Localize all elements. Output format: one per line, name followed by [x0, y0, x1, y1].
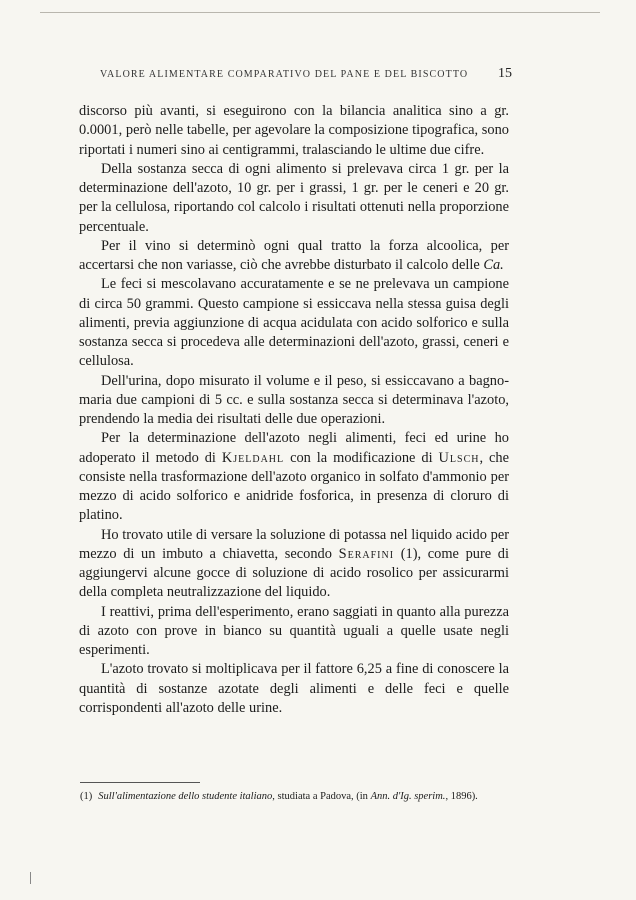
edge-mark: [30, 872, 31, 884]
paragraph-2: Della sostanza secca di ogni alimento si prelevava circa 1 gr. per la determinazione dell'azoto, 10 gr. per i grassi, 1 gr. per le ceneri e 20 gr. per la cellulosa, riportando col calcolo i risultati ottenuti nella proporzione percentuale.: [79, 160, 509, 235]
author-serafini: Serafini: [338, 545, 395, 562]
paragraph-7-text-b: (1), come pure di aggiungervi alcune gocce di soluzione di acido rosolico per assicurarmi della completa neutralizzazione del liquido.: [79, 545, 510, 601]
paragraph-6-text-a: Per la determinazione dell'azoto negli alimenti, feci ed urine ho adoperato il metodo di: [79, 430, 509, 466]
paragraph-5: Dell'urina, dopo misurato il volume e il peso, si essiccavano a bagno-maria due campioni di 5 cc. e sulla sostanza secca si determinava l'azoto, prendendo la media dei risultati delle due operazioni.: [79, 372, 509, 427]
paragraph-6: [79, 429, 509, 525]
body-text: [79, 102, 509, 718]
author-ulsch: Ulsch: [438, 449, 480, 466]
paragraph-6-text-b: con la modificazione di: [284, 449, 439, 466]
paragraph-3: [79, 237, 509, 276]
footnote-journal: Ann. d'Ig. sperim.: [370, 791, 446, 802]
paragraph-4: Le feci si mescolavano accuratamente e se ne prelevava un campione di circa 50 grammi. Questo campione si essiccava nella stessa guisa degli alimenti, previa aggiunzione di acqua acidulata con acido solforico e sulla sostanza secca si procedeva alle determinazioni dell'azoto, grassi, ceneri e cellulosa.: [79, 276, 509, 370]
footnote-rule: [80, 782, 200, 783]
paragraph-8: I reattivi, prima dell'esperimento, erano saggiati in quanto alla purezza di azoto con prove in bianco su quantità uguali a quelle usate negli esperimenti.: [79, 603, 509, 658]
paragraph-3-text: Per il vino si determinò ogni qual tratto la forza alcoolica, per accertarsi che non variasse, ciò che avrebbe disturbato il calcolo delle: [79, 237, 509, 273]
top-rule: [40, 12, 600, 13]
footnote: [80, 790, 510, 804]
page-number: 15: [498, 66, 512, 81]
paragraph-7: [79, 526, 509, 603]
paragraph-7-text-a: Ho trovato utile di versare la soluzione di potassa nel liquido acido per mezzo di un imbuto a chiavetta, secondo: [79, 526, 509, 562]
paragraph-1: discorso più avanti, si eseguirono con la bilancia analitica sino a gr. 0.0001, però nelle tabelle, per agevolare la composizione tipografica, sono riportati i numeri sino ai centigrammi, tralasciando le ultime due cifre.: [79, 103, 509, 158]
running-header: [100, 66, 512, 82]
paragraph-9: L'azoto trovato si moltiplicava per il fattore 6,25 a fine di conoscere la quantità di sostanze azotate degli alimenti e delle feci e quelle corrispondenti all'azoto delle urine.: [79, 661, 509, 716]
header-title: VALORE ALIMENTARE COMPARATIVO DEL PANE E DEL BISCOTTO: [100, 69, 469, 80]
footnote-number: (1): [80, 791, 93, 802]
ca-symbol: Ca.: [483, 257, 504, 273]
footnote-text-a: , studiata a Padova, (in: [272, 791, 371, 802]
paragraph-6-text-c: , che consiste nella trasformazione dell'azoto organico in solfato d'ammonio per mezzo di acido solforico e anidride fosforica, in presenza di cloruro di platino.: [79, 449, 509, 524]
footnote-text-b: , 1896).: [445, 791, 478, 802]
author-kjeldahl: Kjeldahl: [221, 449, 285, 466]
footnote-title: Sull'alimentazione dello studente italiano: [98, 791, 273, 802]
